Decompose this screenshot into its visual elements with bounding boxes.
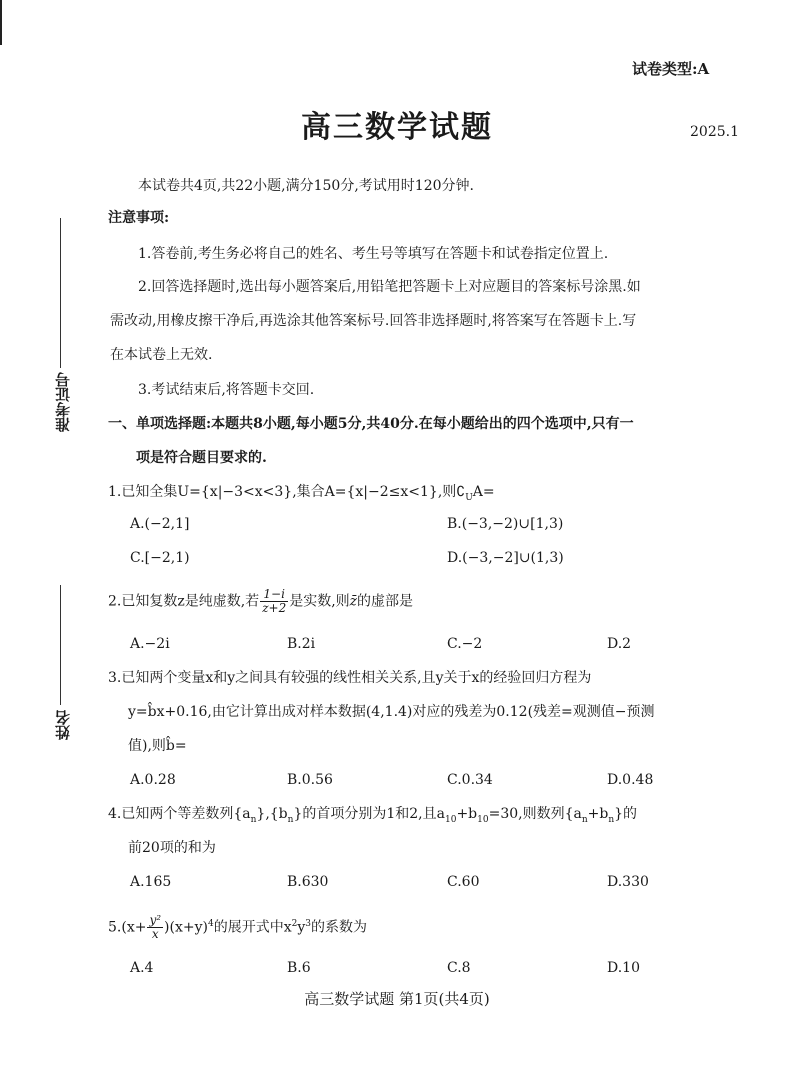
question-5-option-d: D.10 [607,960,640,976]
note-line: 在本试卷上无效. [110,347,213,363]
question-4-option-c: C.60 [447,874,480,890]
question-5-option-c: C.8 [447,960,471,976]
exam-date: 2025.1 [690,124,739,140]
fraction: $\frac{\text{y²}}{x}$ [149,913,162,941]
note-line: 1.答卷前,考生务必将自己的姓名、考生号等填写在答题卡和试卷指定位置上. [138,246,609,262]
notes-heading: 注意事项: [108,210,170,226]
exam-intro: 本试卷共4页,共22小题,满分150分,考试用时120分钟. [138,178,474,194]
exam-id-line [60,218,61,368]
question-1-option-c: C.[−2,1) [130,550,190,566]
question-3-option-c: C.0.34 [447,772,493,788]
question-3-option-a: A.0.28 [130,772,176,788]
question-4-line: 4.已知两个等差数列$\{a_n\},\{b_n\}$的首项分别为1和2,且$a_{10}+b_{10}=30$,则数列$\{a_n+b_n\}$的 [108,806,638,825]
question-1-stem: 1.已知全集U={x|−3<x<3},集合A={x|−2≤x<1},则$∁_UA=$ [108,484,495,503]
question-3-line: 值),则b̂= [128,738,187,754]
question-2-option-b: B.2i [287,636,316,652]
question-2-option-d: D.2 [607,636,632,652]
question-4-option-b: B.630 [287,874,329,890]
question-4-line: 前20项的和为 [128,840,216,856]
page-footer: 高三数学试题 第1页(共4页) [304,990,490,1008]
question-1-option-a: A.(−2,1] [130,516,190,532]
question-2-option-a: A.−2i [130,636,170,652]
question-5-stem: 5.(x+ $\frac{\text{y²}}{x}$ )$(x+y)^4$的展开式中$x^2y^3$的系数为 [108,913,367,941]
paper-type-label: 试卷类型:A [632,60,710,78]
question-1-option-b: B.(−3,−2)∪[1,3) [447,516,564,532]
question-3-line: 3.已知两个变量x和y之间具有较强的线性相关关系,且y关于x的经验回归方程为 [108,670,592,686]
question-3-option-b: B.0.56 [287,772,333,788]
note-line: 需改动,用橡皮擦干净后,再选涂其他答案标号.回答非选择题时,将答案写在答题卡上.写 [110,313,637,329]
right-margin-rule [0,0,2,45]
exam-id-label: 准考证号 [54,372,72,432]
question-4-option-d: D.330 [607,874,649,890]
note-line: 3.考试结束后,将答题卡交回. [138,382,315,398]
question-3-line: y=b̂x+0.16,由它计算出成对样本数据(4,1.4)对应的残差为0.12(残差=观测值−预测 [128,704,655,720]
fraction: $\frac{1-i}{z+2}$ [262,587,287,615]
name-label: 姓名 [54,710,72,740]
note-line: 2.回答选择题时,选出每小题答案后,用铅笔把答题卡上对应题目的答案标号涂黑.如 [138,279,641,295]
page-title: 高三数学试题 [301,110,493,145]
question-5-option-b: B.6 [287,960,311,976]
question-4-option-a: A.165 [130,874,172,890]
question-3-option-d: D.0.48 [607,772,654,788]
name-line [60,585,61,705]
question-5-option-a: A.4 [130,960,154,976]
section-heading: 一、单项选择题:本题共8小题,每小题5分,共40分.在每小题给出的四个选项中,只有一 [108,416,634,432]
section-heading-cont: 项是符合题目要求的. [136,450,267,466]
question-2-stem: 2.已知复数z是纯虚数,若 $\frac{1-i}{z+2}$ 是实数,则z̄的虚部是 [108,587,414,615]
question-1-option-d: D.(−3,−2]∪(1,3) [447,550,564,566]
question-2-option-c: C.−2 [447,636,483,652]
